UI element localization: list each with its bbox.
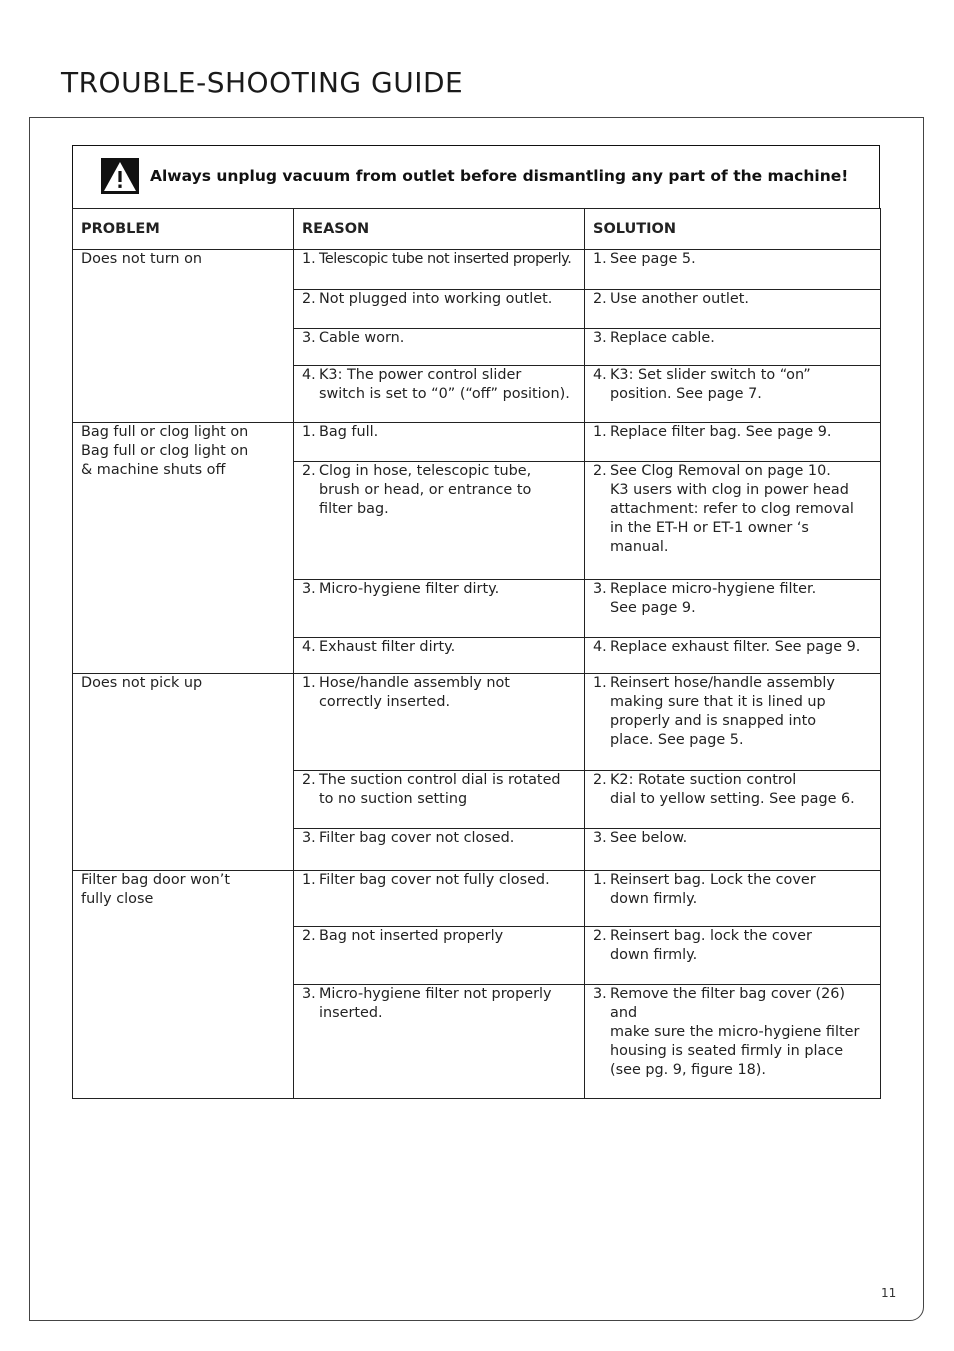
reason-number: 3. — [302, 330, 316, 346]
solution-text: See below. — [610, 830, 688, 846]
solution-cell — [585, 674, 881, 771]
table-body — [73, 250, 881, 1099]
solution-text: See Clog Removal on page 10. K3 users with clog in power head attachment: refer to clog removal in the ET-H or ET-1 owner ‘s manual. — [610, 463, 854, 555]
solution-number: 4. — [593, 367, 607, 383]
solution-cell — [585, 638, 881, 674]
problem-cell — [73, 423, 294, 674]
solution-number: 3. — [593, 830, 607, 846]
solution-number: 4. — [593, 639, 607, 655]
reason-number: 2. — [302, 772, 316, 788]
warning-triangle-icon — [101, 158, 139, 194]
table-row — [73, 423, 881, 462]
reason-text: Clog in hose, telescopic tube, brush or head, or entrance to filter bag. — [319, 463, 532, 517]
solution-number: 2. — [593, 463, 607, 479]
solution-number: 1. — [593, 872, 607, 888]
reason-text: Cable worn. — [319, 330, 405, 346]
reason-cell — [294, 290, 585, 329]
reason-number: 1. — [302, 872, 316, 888]
solution-text: Use another outlet. — [610, 291, 749, 307]
solution-text: See page 5. — [610, 251, 696, 267]
reason-number: 2. — [302, 291, 316, 307]
table-header-row — [73, 209, 881, 250]
reason-text: Micro-hygiene filter not properly inserted. — [319, 986, 552, 1021]
solution-cell — [585, 871, 881, 927]
solution-cell — [585, 927, 881, 985]
solution-cell — [585, 985, 881, 1099]
reason-number: 1. — [302, 424, 316, 440]
solution-cell — [585, 829, 881, 871]
problem-cell — [73, 871, 294, 1099]
table-row — [73, 250, 881, 290]
trouble-shooting-table — [72, 208, 881, 1099]
solution-text: K2: Rotate suction control dial to yellow setting. See page 6. — [610, 772, 855, 807]
solution-text: Replace filter bag. See page 9. — [610, 424, 832, 440]
header-problem: PROBLEM — [73, 209, 294, 250]
solution-number: 3. — [593, 330, 607, 346]
solution-text: Replace exhaust filter. See page 9. — [610, 639, 861, 655]
reason-cell — [294, 674, 585, 771]
solution-text: Reinsert bag. lock the cover down firmly. — [610, 928, 812, 963]
solution-cell — [585, 329, 881, 366]
problem-text: Filter bag door won’t fully close — [81, 872, 231, 907]
reason-number: 4. — [302, 367, 316, 383]
problem-cell — [73, 674, 294, 871]
reason-cell — [294, 871, 585, 927]
problem-cell — [73, 250, 294, 423]
solution-number: 3. — [593, 986, 607, 1002]
reason-cell — [294, 366, 585, 423]
reason-number: 2. — [302, 463, 316, 479]
reason-text: Filter bag cover not fully closed. — [319, 872, 550, 888]
reason-number: 2. — [302, 928, 316, 944]
solution-text: Replace cable. — [610, 330, 715, 346]
reason-text: Filter bag cover not closed. — [319, 830, 515, 846]
header-solution: SOLUTION — [585, 209, 881, 250]
solution-cell — [585, 366, 881, 423]
solution-number: 3. — [593, 581, 607, 597]
solution-number: 2. — [593, 291, 607, 307]
reason-cell — [294, 423, 585, 462]
reason-text: Bag not inserted properly — [319, 928, 504, 944]
reason-cell — [294, 771, 585, 829]
solution-text: K3: Set slider switch to “on” position. See page 7. — [610, 367, 811, 402]
solution-cell — [585, 580, 881, 638]
solution-cell — [585, 423, 881, 462]
reason-cell — [294, 638, 585, 674]
reason-number: 1. — [302, 251, 316, 267]
reason-text: Not plugged into working outlet. — [319, 291, 553, 307]
reason-text: Hose/handle assembly not correctly inserted. — [319, 675, 510, 710]
solution-number: 2. — [593, 928, 607, 944]
page-number: 11 — [881, 1286, 897, 1300]
reason-text: K3: The power control slider switch is set to “0” (“off” position). — [319, 367, 570, 402]
solution-cell — [585, 771, 881, 829]
warning-banner — [72, 145, 880, 209]
reason-number: 3. — [302, 581, 316, 597]
solution-number: 1. — [593, 424, 607, 440]
reason-cell — [294, 250, 585, 290]
warning-text: Always unplug vacuum from outlet before dismantling any part of the machine! — [150, 167, 849, 185]
problem-text: Does not turn on — [81, 251, 202, 267]
reason-text: Micro-hygiene filter dirty. — [319, 581, 500, 597]
solution-cell — [585, 290, 881, 329]
problem-text: Bag full or clog light on Bag full or clog light on & machine shuts off — [81, 424, 249, 478]
reason-cell — [294, 329, 585, 366]
header-reason: REASON — [294, 209, 585, 250]
reason-number: 3. — [302, 830, 316, 846]
reason-number: 3. — [302, 986, 316, 1002]
table-row — [73, 674, 881, 771]
solution-cell — [585, 250, 881, 290]
reason-number: 1. — [302, 675, 316, 691]
solution-text: Reinsert bag. Lock the cover down firmly. — [610, 872, 816, 907]
table-row — [73, 871, 881, 927]
solution-number: 1. — [593, 251, 607, 267]
reason-cell — [294, 927, 585, 985]
reason-cell — [294, 985, 585, 1099]
solution-number: 2. — [593, 772, 607, 788]
reason-cell — [294, 580, 585, 638]
reason-text: The suction control dial is rotated to no suction setting — [319, 772, 561, 807]
solution-cell — [585, 462, 881, 580]
reason-cell — [294, 829, 585, 871]
reason-cell — [294, 462, 585, 580]
solution-text: Replace micro-hygiene filter. See page 9. — [610, 581, 817, 616]
problem-text: Does not pick up — [81, 675, 203, 691]
reason-text: Bag full. — [319, 424, 379, 440]
solution-text: Reinsert hose/handle assembly making sure that it is lined up properly and is snapped into place. See page 5. — [610, 675, 835, 748]
reason-text: Telescopic tube not inserted properly. — [319, 251, 572, 267]
solution-text: Remove the filter bag cover (26) and make sure the micro-hygiene filter housing is seated firmly in place (see pg. 9, figure 18). — [610, 986, 860, 1078]
reason-text: Exhaust filter dirty. — [319, 639, 456, 655]
reason-number: 4. — [302, 639, 316, 655]
page-title: TROUBLE-SHOOTING GUIDE — [61, 66, 464, 99]
solution-number: 1. — [593, 675, 607, 691]
